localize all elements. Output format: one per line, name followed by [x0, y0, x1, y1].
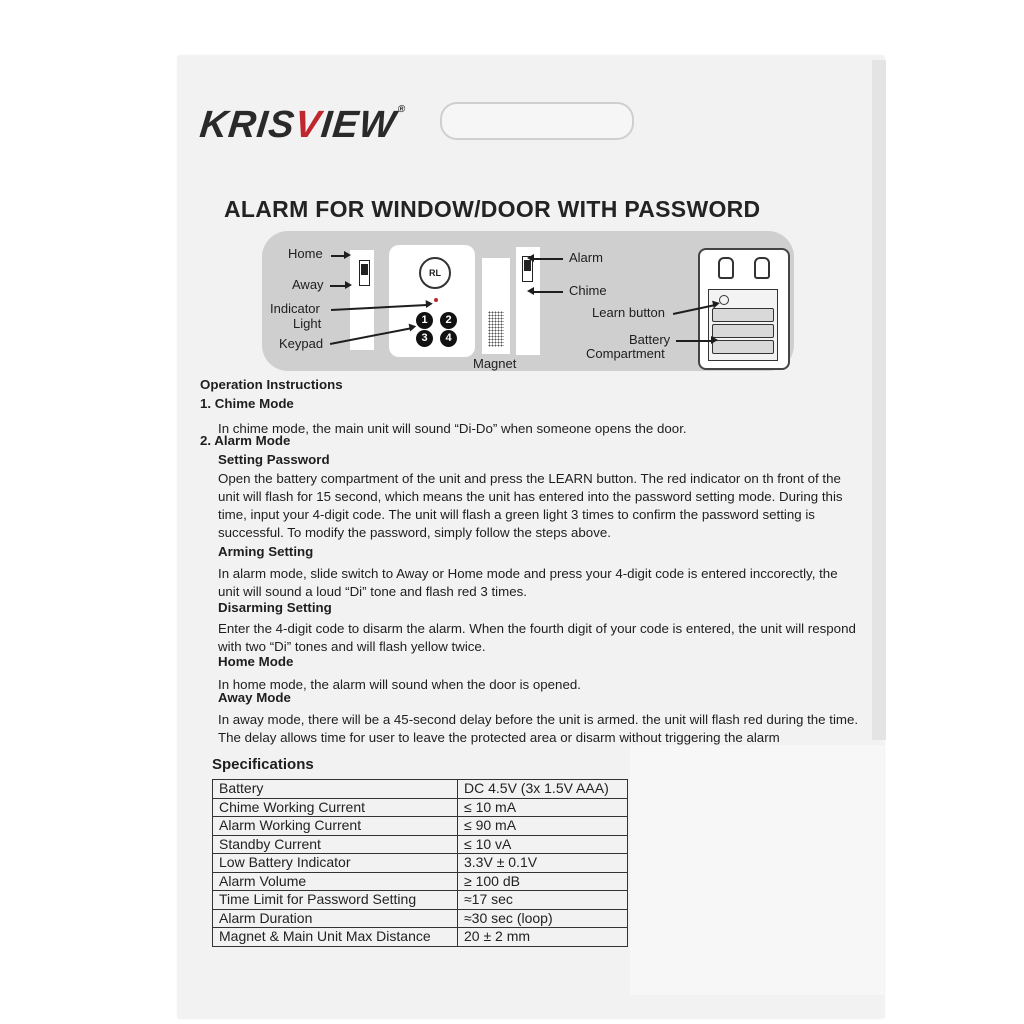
- spec-value: 20 ± 2 mm: [458, 928, 628, 947]
- table-row: [213, 798, 628, 817]
- brand-logo: KRISVIEW®: [197, 104, 407, 146]
- learn-button: [719, 295, 729, 305]
- spec-key: Chime Working Current: [213, 798, 458, 817]
- magnet-grill: [488, 311, 504, 347]
- spec-value: ≥ 100 dB: [458, 872, 628, 891]
- battery-cell: [712, 308, 774, 322]
- chime-mode-heading: 1. Chime Mode: [200, 396, 294, 411]
- battery-cell: [712, 324, 774, 338]
- home-mode-heading: Home Mode: [218, 654, 294, 669]
- label-light: Light: [293, 316, 322, 331]
- spec-value: 3.3V ± 0.1V: [458, 854, 628, 873]
- table-row: [213, 872, 628, 891]
- home-mode-text: In home mode, the alarm will sound when the door is opened.: [218, 677, 581, 692]
- keypad-key-1: 1: [416, 312, 433, 329]
- spec-value: ≤ 10 mA: [458, 798, 628, 817]
- disarming-setting-text: Enter the 4-digit code to disarm the alarm. When the fourth digit of your code is entered, the unit will respond with two “Di” tones and will flash yellow twice.: [218, 621, 856, 654]
- home-away-slider: [359, 260, 370, 286]
- spec-key: Low Battery Indicator: [213, 854, 458, 873]
- spec-key: Standby Current: [213, 835, 458, 854]
- instructions-heading: Operation Instructions: [200, 377, 343, 392]
- battery-cell: [712, 340, 774, 354]
- arming-setting-text: In alarm mode, slide switch to Away or Home mode and press your 4-digit code is entered inccorectly, the unit will sound a loud “Di” tone and flash red 3 times.: [218, 566, 838, 599]
- setting-password-heading: Setting Password: [218, 452, 330, 467]
- indicator-light-dot: [434, 298, 438, 302]
- arrow-away: [330, 285, 346, 287]
- label-magnet: Magnet: [473, 356, 517, 371]
- label-compartment: Compartment: [586, 346, 665, 361]
- hang-hole: [440, 102, 634, 140]
- specifications-table: [212, 779, 628, 947]
- mount-hole-right: [754, 257, 770, 279]
- arrow-alarm: [533, 258, 563, 260]
- spec-key: Alarm Duration: [213, 909, 458, 928]
- card-edge: [872, 60, 886, 740]
- table-row: [213, 817, 628, 836]
- disarming-setting-heading: Disarming Setting: [218, 600, 332, 615]
- mount-hole-left: [718, 257, 734, 279]
- spec-value: ≤ 10 vA: [458, 835, 628, 854]
- spec-value: ≈17 sec: [458, 891, 628, 910]
- spec-value: ≤ 90 mA: [458, 817, 628, 836]
- spec-key: Time Limit for Password Setting: [213, 891, 458, 910]
- label-alarm: Alarm: [569, 250, 603, 265]
- spec-value: DC 4.5V (3x 1.5V AAA): [458, 780, 628, 799]
- arrow-chime: [533, 291, 563, 293]
- label-away: Away: [292, 277, 324, 292]
- label-home: Home: [288, 246, 323, 261]
- table-row: [213, 780, 628, 799]
- table-row: [213, 854, 628, 873]
- spec-key: Alarm Working Current: [213, 817, 458, 836]
- table-row: [213, 835, 628, 854]
- setting-password-text: Open the battery compartment of the unit and press the LEARN button. The red indicator on th front of the unit will flash for 15 second, which means the unit has entered into the password setting mode. During this time, input your 4-digit code. The unit will flash a green light 3 times to confirm the password setting is successful. To modify the password, simply follow the steps above.: [218, 471, 843, 540]
- table-row: [213, 928, 628, 947]
- spec-key: Alarm Volume: [213, 872, 458, 891]
- specifications-heading: Specifications: [212, 756, 314, 773]
- away-mode-heading: Away Mode: [218, 690, 291, 705]
- label-indicator: Indicator: [270, 301, 320, 316]
- spec-key: Battery: [213, 780, 458, 799]
- keypad-key-2: 2: [440, 312, 457, 329]
- spec-value: ≈30 sec (loop): [458, 909, 628, 928]
- arming-setting-heading: Arming Setting: [218, 544, 314, 559]
- unit-logo: RL: [419, 257, 451, 289]
- chime-mode-text: In chime mode, the main unit will sound “Di-Do” when someone opens the door.: [218, 421, 687, 436]
- product-title: ALARM FOR WINDOW/DOOR WITH PASSWORD: [224, 196, 761, 222]
- label-learn-button: Learn button: [592, 305, 666, 320]
- alarm-mode-heading: 2. Alarm Mode: [200, 433, 291, 448]
- keypad-key-4: 4: [440, 330, 457, 347]
- label-battery: Battery: [629, 332, 671, 347]
- card-panel: [630, 745, 884, 995]
- keypad-key-3: 3: [416, 330, 433, 347]
- label-keypad: Keypad: [279, 336, 324, 351]
- label-chime: Chime: [569, 283, 607, 298]
- spec-key: Magnet & Main Unit Max Distance: [213, 928, 458, 947]
- table-row: [213, 891, 628, 910]
- table-row: [213, 909, 628, 928]
- away-mode-text: In away mode, there will be a 45-second delay before the unit is armed. the unit will flash red during the time. The delay allows time for user to leave the protected area or disarm without triggering the alarm: [218, 712, 859, 745]
- arrow-battery: [676, 340, 712, 342]
- arrow-home: [331, 255, 345, 257]
